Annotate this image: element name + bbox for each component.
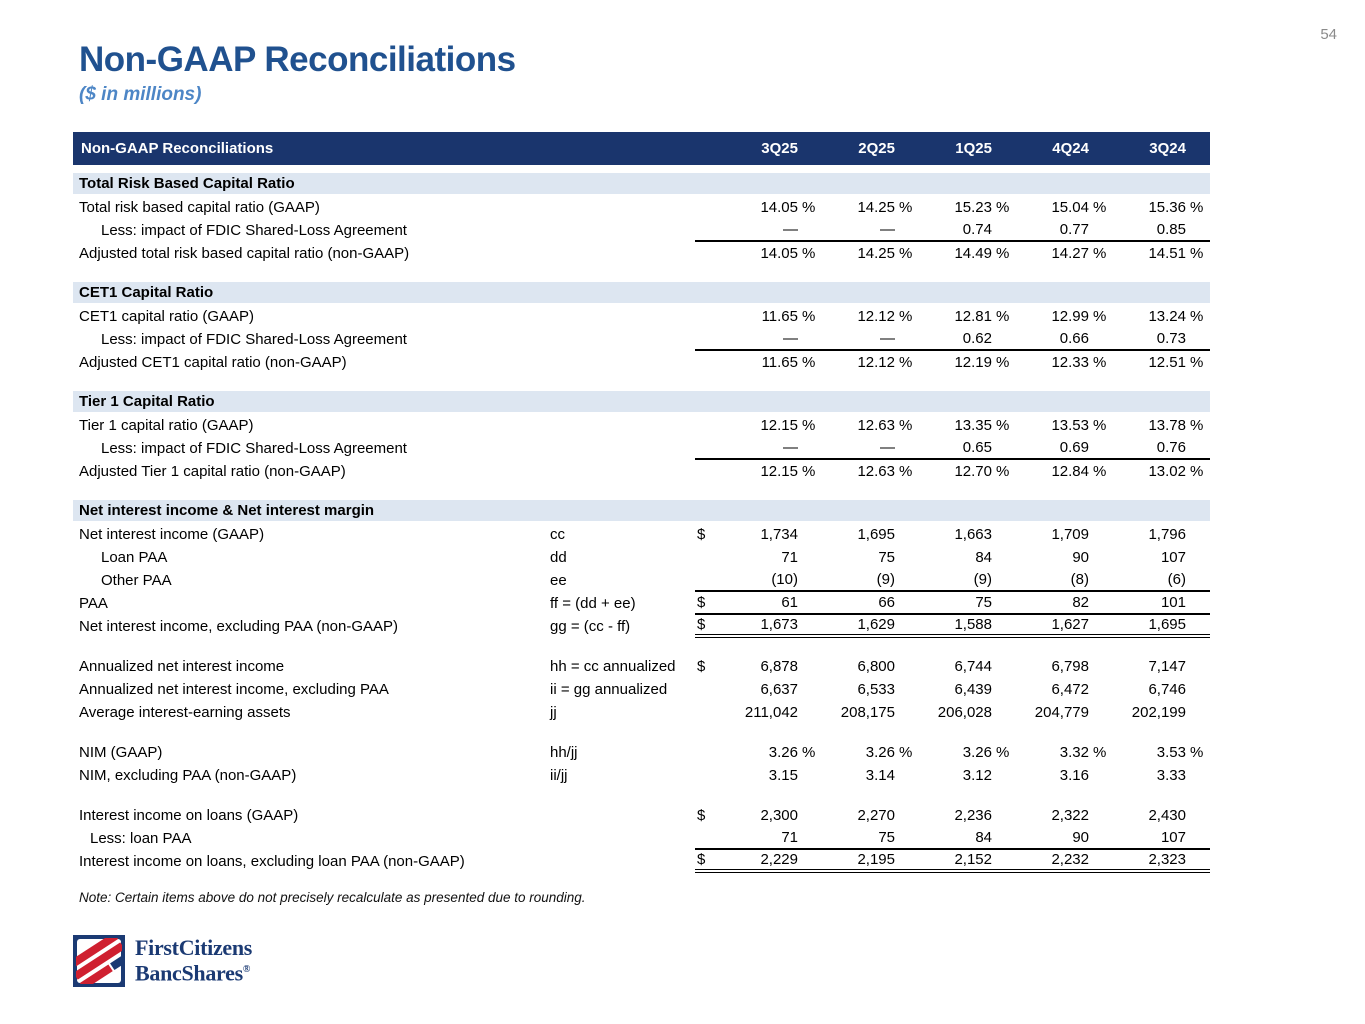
row-value: 2,195 [822,850,919,873]
row-label: NIM, excluding PAA (non-GAAP) [79,767,297,784]
row-formula: dd [550,549,567,566]
row-value: 61 [725,592,822,615]
row-dollar-sign [695,546,725,569]
row-dollar-sign: $ [697,807,706,824]
row-value: 12.19 % [954,354,1010,371]
table-row [73,351,1210,374]
row-value: 1,627 [1016,615,1113,638]
row-value: (6) [1113,569,1210,592]
row-dollar-sign [695,741,725,764]
row-value: 1,695 [857,526,895,543]
table-group [73,741,1210,787]
row-dollar-sign [695,764,725,787]
row-formula: ii/jj [550,767,568,784]
table-row [73,523,1210,546]
row-dollar-sign [695,569,725,592]
row-value: 204,779 [1034,704,1089,721]
row-label: Less: loan PAA [90,830,192,847]
table-group [73,500,1210,638]
page-subtitle: ($ in millions) [79,84,202,105]
row-value: 6,533 [857,681,895,698]
row-value: 3.14 [865,767,895,784]
row-value: 211,042 [744,704,798,721]
row-dollar-sign: $ [697,658,706,675]
row-value: 15.36 % [1148,199,1204,216]
row-formula [550,804,695,827]
table-row [73,196,1210,219]
table-row [73,328,1210,351]
table-row [73,701,1210,724]
row-value: 12.81 % [954,308,1010,325]
row-value: 11.65 % [761,308,816,325]
row-value: 1,673 [725,615,822,638]
row-value: 206,028 [937,704,992,721]
row-value: 84 [919,827,1016,850]
row-value: 12.33 % [1051,354,1107,371]
row-value: 1,796 [1148,526,1186,543]
logo-text [135,937,252,984]
row-value: 12.15 % [760,463,816,480]
row-value: 14.25 % [857,199,913,216]
row-value: 3.53 % [1156,744,1204,761]
row-dollar-sign [695,351,725,374]
section-header: CET1 Capital Ratio [73,282,1210,303]
row-value: 11.65 % [761,354,816,371]
row-label: PAA [79,595,108,612]
row-value: 107 [1113,827,1210,850]
row-value: 6,746 [1148,681,1186,698]
logo-line-2: BancShares® [135,960,251,986]
table-row [73,655,1210,678]
reconciliation-table [73,132,1210,873]
row-value: 14.05 % [760,199,816,216]
row-label: NIM (GAAP) [79,744,163,761]
table-row [73,219,1210,242]
row-value: 6,800 [857,658,895,675]
note-text: Note: Certain items above do not precisely recalculate as presented due to rounding. [79,890,586,905]
row-value: 0.76 [1113,437,1210,460]
table-group [73,804,1210,873]
row-formula: gg = (cc - ff) [550,618,631,635]
row-dollar-sign [695,242,725,265]
row-value: 3.15 [768,767,798,784]
table-header-title: Non-GAAP Reconciliations [81,140,274,157]
row-value: 3.26 % [865,744,913,761]
row-value: 6,472 [1051,681,1089,698]
row-label: Annualized net interest income [79,658,285,675]
row-formula [550,460,695,483]
row-value: 90 [1072,549,1089,566]
row-dollar-sign: $ [695,615,725,638]
page-title: Non-GAAP Reconciliations [79,40,516,79]
row-value: 13.35 % [954,417,1010,434]
row-value: 7,147 [1148,658,1186,675]
row-label: Less: impact of FDIC Shared-Loss Agreement [101,222,407,239]
row-formula [550,437,695,460]
row-value: — [725,437,822,460]
row-value: 1,663 [954,526,992,543]
row-formula: cc [550,526,565,543]
row-label: Interest income on loans, excluding loan PAA (non-GAAP) [79,853,465,870]
row-formula [550,351,695,374]
row-value: 2,300 [760,807,798,824]
row-dollar-sign: $ [695,592,725,615]
row-value: 0.65 [919,437,1016,460]
row-value: 13.02 % [1148,463,1204,480]
table-row [73,678,1210,701]
section-header: Total Risk Based Capital Ratio [73,173,1210,194]
row-value: 107 [1160,549,1186,566]
row-value: — [822,328,919,351]
row-label: Adjusted CET1 capital ratio (non-GAAP) [79,354,347,371]
row-value: 12.63 % [857,463,913,480]
row-value: 12.70 % [954,463,1010,480]
row-value: 1,709 [1051,526,1089,543]
row-dollar-sign [695,328,725,351]
row-value: 12.84 % [1051,463,1107,480]
row-value: 208,175 [840,704,895,721]
quarter-column-label: 3Q25 [761,140,798,157]
page-number: 54 [1320,26,1337,43]
row-label: Tier 1 capital ratio (GAAP) [79,417,254,434]
row-value: 6,878 [760,658,798,675]
row-formula [550,305,695,328]
row-value: 6,798 [1051,658,1089,675]
table-row [73,804,1210,827]
table-header-row [73,132,1210,165]
row-value: 202,199 [1131,704,1186,721]
row-label: Other PAA [101,572,172,589]
row-value: 2,232 [1016,850,1113,873]
row-value: 71 [725,827,822,850]
row-label: Less: impact of FDIC Shared-Loss Agreement [101,440,407,457]
row-value: 90 [1016,827,1113,850]
row-value: 0.85 [1113,219,1210,242]
table-group [73,173,1210,265]
quarter-column-label: 1Q25 [955,140,992,157]
row-label: Less: impact of FDIC Shared-Loss Agreement [101,331,407,348]
row-value: 1,734 [760,526,798,543]
section-header: Tier 1 Capital Ratio [73,391,1210,412]
table-body [73,173,1210,873]
row-value: 1,588 [919,615,1016,638]
row-value: 1,629 [822,615,919,638]
table-row [73,850,1210,873]
table-row [73,592,1210,615]
row-dollar-sign [695,437,725,460]
row-value: 3.32 % [1059,744,1107,761]
row-formula: ee [550,572,567,589]
row-value: — [822,437,919,460]
table-row [73,242,1210,265]
row-label: Net interest income, excluding PAA (non-GAAP) [79,618,399,635]
row-dollar-sign [695,827,725,850]
table-group [73,655,1210,724]
row-value: 3.12 [962,767,992,784]
row-value: 14.49 % [954,245,1010,262]
table-row [73,437,1210,460]
row-label: Loan PAA [101,549,168,566]
row-value: 0.73 [1113,328,1210,351]
row-value: 13.78 % [1148,417,1204,434]
table-group [73,391,1210,483]
quarter-column-label: 4Q24 [1052,140,1089,157]
row-label: Net interest income (GAAP) [79,526,265,543]
table-row [73,615,1210,638]
row-value: 2,270 [857,807,895,824]
row-formula [550,414,695,437]
row-value: 15.04 % [1051,199,1107,216]
row-formula [550,219,695,242]
row-label: Adjusted Tier 1 capital ratio (non-GAAP) [79,463,346,480]
row-value: — [725,219,822,242]
table-row [73,569,1210,592]
row-dollar-sign [695,414,725,437]
row-formula: ii = gg annualized [550,681,668,698]
row-value: 1,695 [1113,615,1210,638]
row-label: Average interest-earning assets [79,704,291,721]
table-row [73,764,1210,787]
row-dollar-sign [695,305,725,328]
company-logo [73,935,1210,987]
row-label: Annualized net interest income, excluding PAA [79,681,389,698]
row-value: 13.24 % [1148,308,1204,325]
row-value: 101 [1113,592,1210,615]
row-value: 2,430 [1148,807,1186,824]
table-row [73,827,1210,850]
row-value: 2,229 [725,850,822,873]
row-value: 66 [822,592,919,615]
row-formula [550,242,695,265]
row-formula [550,827,695,850]
row-value: 0.62 [919,328,1016,351]
row-value: 15.23 % [954,199,1010,216]
row-value: 3.33 [1156,767,1186,784]
row-value: 2,322 [1051,807,1089,824]
row-formula: hh/jj [550,744,578,761]
row-value: 13.53 % [1051,417,1107,434]
row-value: 75 [878,549,895,566]
row-value: — [822,219,919,242]
row-value: (9) [919,569,1016,592]
row-value: 75 [919,592,1016,615]
row-label: Interest income on loans (GAAP) [79,807,299,824]
table-row [73,741,1210,764]
row-value: 0.74 [919,219,1016,242]
row-value: 12.15 % [760,417,816,434]
table-row [73,414,1210,437]
registered-mark: ® [242,964,251,976]
row-value: 82 [1016,592,1113,615]
table-row [73,546,1210,569]
row-value: 71 [781,549,798,566]
row-value: 12.51 % [1148,354,1204,371]
row-value: 75 [822,827,919,850]
logo-mark-icon [73,935,125,987]
row-formula [550,328,695,351]
quarter-column-label: 2Q25 [858,140,895,157]
row-formula: hh = cc annualized [550,658,676,675]
row-value: (10) [725,569,822,592]
row-value: 6,637 [760,681,798,698]
row-value: 2,323 [1113,850,1210,873]
table-group [73,282,1210,374]
row-value: 84 [975,549,992,566]
row-value: 2,236 [954,807,992,824]
row-value: — [725,328,822,351]
row-formula [550,196,695,219]
row-value: 12.12 % [857,354,913,371]
row-value: 12.63 % [857,417,913,434]
row-value: 12.12 % [857,308,913,325]
row-value: 0.69 [1016,437,1113,460]
row-formula: ff = (dd + ee) [550,595,636,612]
logo-line-1: FirstCitizens [135,935,253,961]
row-value: (8) [1016,569,1113,592]
row-label: CET1 capital ratio (GAAP) [79,308,255,325]
row-value: 0.66 [1016,328,1113,351]
row-value: 3.26 % [962,744,1010,761]
row-dollar-sign [695,678,725,701]
row-dollar-sign [695,460,725,483]
row-value: 3.16 [1059,767,1089,784]
table-row [73,460,1210,483]
row-value: 14.05 % [760,245,816,262]
row-formula: jj [550,704,557,721]
section-header: Net interest income & Net interest margin [73,500,1210,521]
row-dollar-sign [695,196,725,219]
table-row [73,305,1210,328]
row-dollar-sign [695,219,725,242]
row-dollar-sign: $ [695,850,725,873]
row-label: Adjusted total risk based capital ratio (non-GAAP) [79,245,410,262]
row-value: 6,744 [954,658,992,675]
row-value: 14.51 % [1148,245,1204,262]
row-value: 0.77 [1016,219,1113,242]
row-dollar-sign: $ [697,526,706,543]
row-value: (9) [822,569,919,592]
quarter-column-label: 3Q24 [1149,140,1186,157]
row-value: 6,439 [954,681,992,698]
row-value: 14.27 % [1051,245,1107,262]
row-formula [550,850,695,873]
row-value: 3.26 % [768,744,816,761]
row-label: Total risk based capital ratio (GAAP) [79,199,320,216]
row-dollar-sign [695,701,725,724]
row-value: 2,152 [919,850,1016,873]
row-value: 12.99 % [1051,308,1107,325]
row-value: 14.25 % [857,245,913,262]
